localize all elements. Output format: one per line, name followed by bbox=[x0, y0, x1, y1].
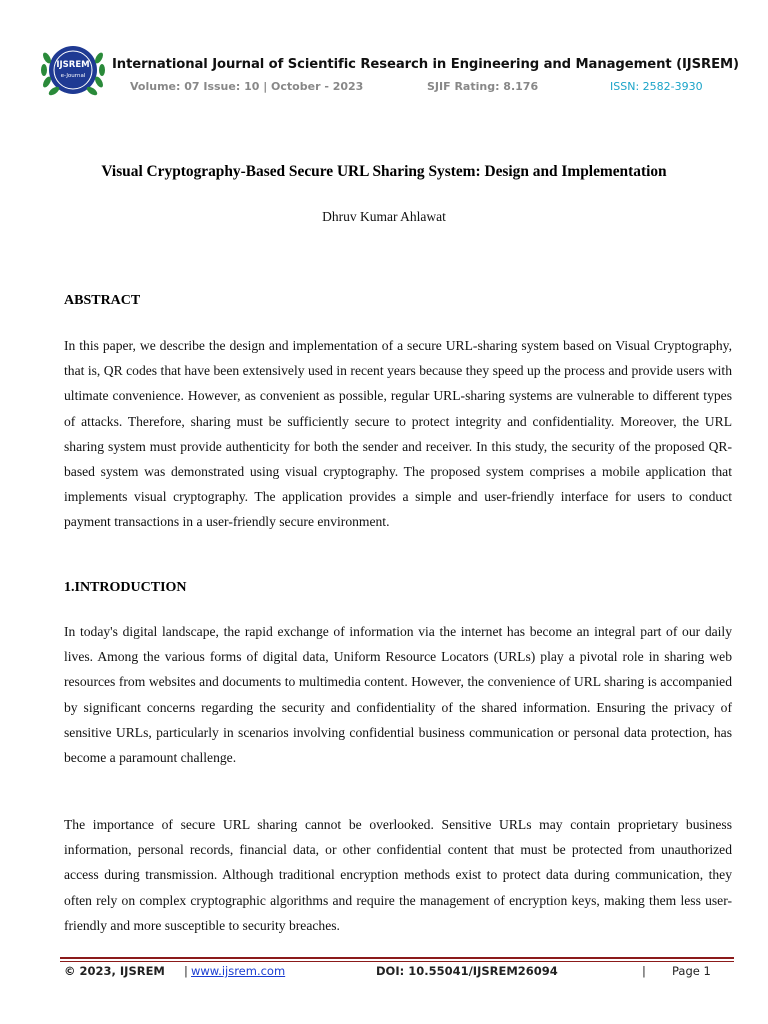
footer-copyright: © 2023, IJSREM bbox=[64, 964, 165, 978]
issn: ISSN: 2582-3930 bbox=[610, 80, 703, 93]
author-name: Dhruv Kumar Ahlawat bbox=[322, 209, 446, 224]
footer-website[interactable] bbox=[191, 964, 285, 978]
introduction-paragraph-1: In today's digital landscape, the rapid exchange of information via the internet has become an integral part of our daily lives. Among the various forms of digital data, Uniform Resource Locators (URLs) play a pivotal role in sharing web resources from websites and documents to multimedia content. However, the convenience of URL sharing is accompanied by significant concerns regarding the security and confidentiality of the shared information. Ensuring the privacy of sensitive URLs, particularly in scenarios involving confidential business communication or personal data protection, has become a paramount challenge. bbox=[64, 624, 732, 766]
footer-rule bbox=[60, 957, 734, 962]
paper-title: Visual Cryptography-Based Secure URL Sharing System: Design and Implementation bbox=[101, 163, 667, 180]
journal-logo bbox=[38, 38, 108, 102]
svg-text:IJSREM: IJSREM bbox=[56, 60, 90, 70]
volume-info: Volume: 07 Issue: 10 | October - 2023 bbox=[130, 80, 364, 93]
sjif-rating: SJIF Rating: 8.176 bbox=[427, 80, 539, 93]
abstract-text: In this paper, we describe the design and implementation of a secure URL-sharing system based on Visual Cryptography, that is, QR codes that have been extensively used in recent years because they speed up the process and provide users with ultimate convenience. However, as convenient as possible, regular URL-sharing systems are vulnerable to different types of attacks. Therefore, sharing must be sufficiently secure to protect integrity and confidentiality. Moreover, the URL sharing system must provide authenticity for both the sender and receiver. In this study, the security of the proposed QR-based system was demonstrated using visual cryptography. The proposed system comprises a mobile application that implements visual cryptography. The application provides a simple and user-friendly interface for users to conduct payment transactions in a user-friendly secure environment. bbox=[64, 338, 732, 530]
footer-separator: | bbox=[184, 964, 188, 978]
journal-title: International Journal of Scientific Research in Engineering and Management (IJSREM) bbox=[112, 57, 739, 72]
footer-separator-2: | bbox=[642, 964, 646, 978]
introduction-heading: 1.INTRODUCTION bbox=[64, 580, 187, 595]
abstract-heading: ABSTRACT bbox=[64, 293, 141, 308]
introduction-paragraph-2: The importance of secure URL sharing cannot be overlooked. Sensitive URLs may contain proprietary business information, personal records, financial data, or other confidential content that must be protected from unauthorized access during transmission. Although traditional encryption methods exist to protect data during communication, they often rely on complex cryptographic algorithms and require the management of encryption keys, making them less user-friendly and more susceptible to security breaches. bbox=[64, 817, 732, 933]
page-number: Page 1 bbox=[672, 964, 711, 978]
svg-text:e-Journal: e-Journal bbox=[60, 73, 86, 79]
footer-doi: DOI: 10.55041/IJSREM26094 bbox=[376, 964, 558, 978]
website-link[interactable]: www.ijsrem.com bbox=[191, 964, 286, 978]
laurel-seal-icon bbox=[38, 38, 108, 102]
